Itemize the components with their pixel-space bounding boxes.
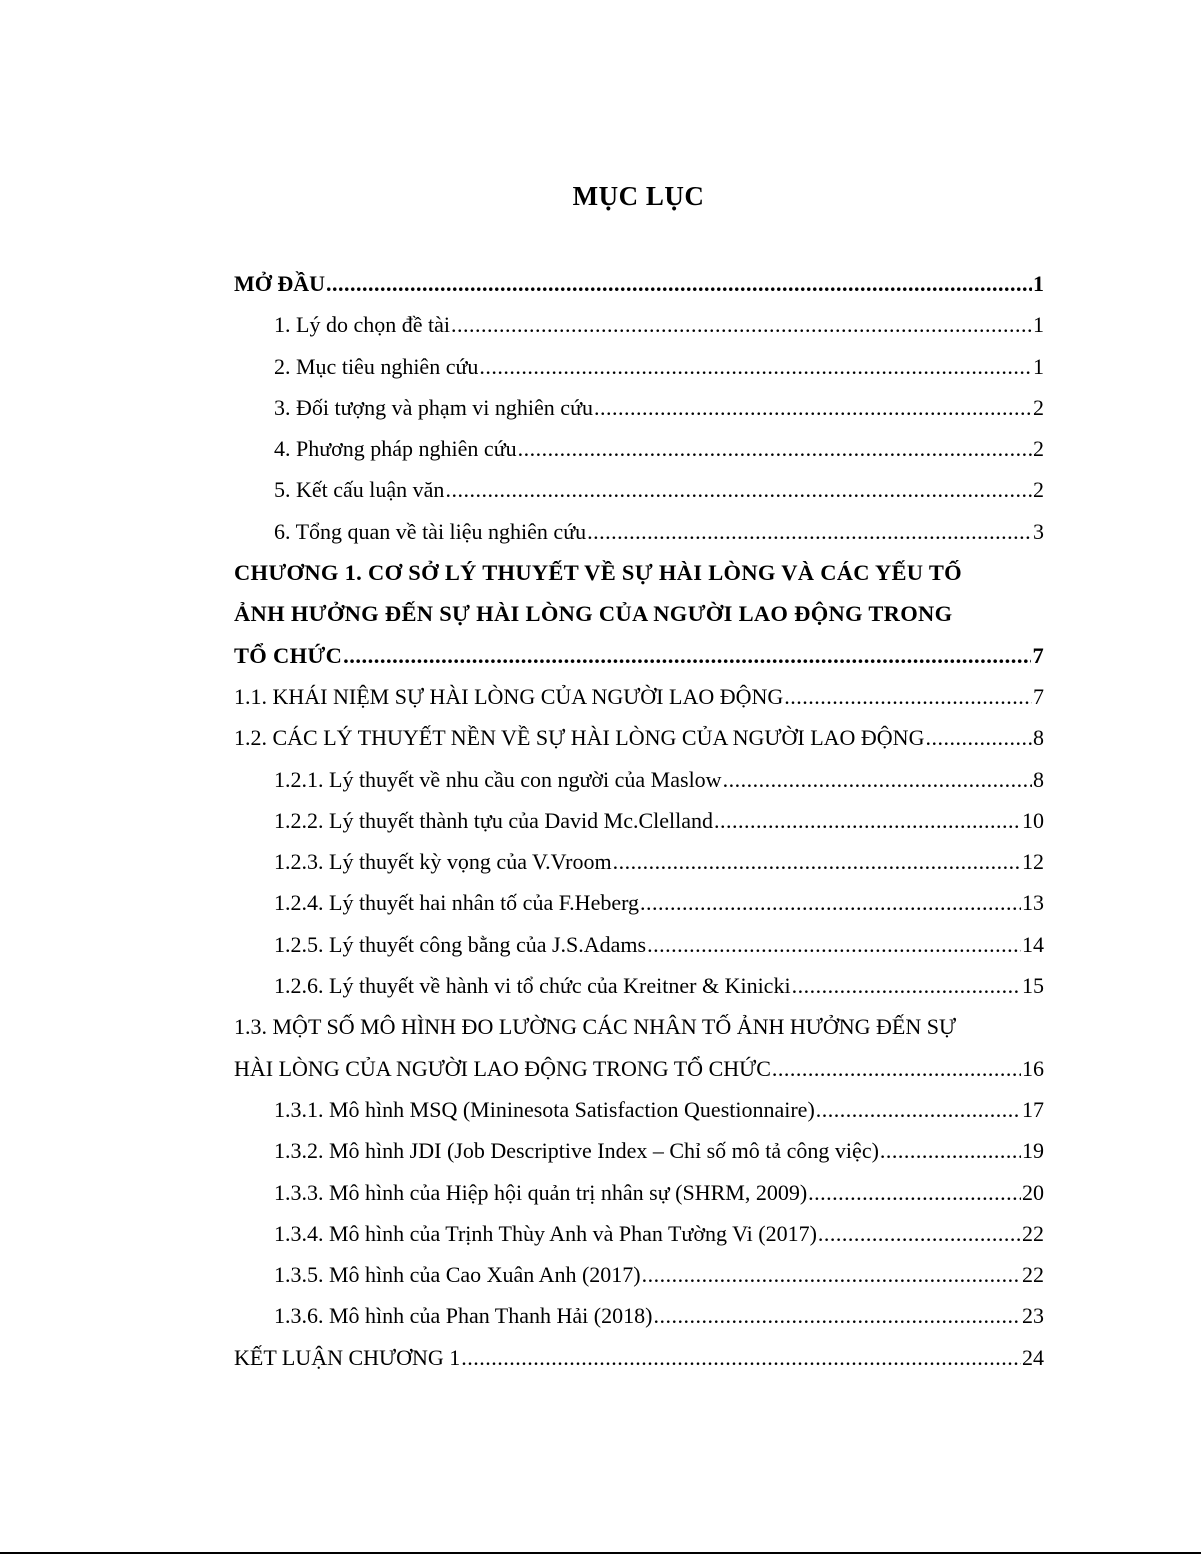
toc-entry [234,593,1044,634]
toc-dot-leader [925,717,1032,758]
toc-entry [234,428,1044,469]
toc-entry [234,635,1044,676]
toc-dot-leader [818,1213,1021,1254]
toc-entry-page-number: 17 [1022,1096,1044,1122]
toc-entry-label: 5. Kết cấu luận văn [274,477,445,503]
toc-entry-page-number: 10 [1022,807,1044,833]
toc-entry-page-number: 13 [1022,890,1044,916]
toc-entry [234,676,1044,717]
toc-entry-label: ẢNH HƯỞNG ĐẾN SỰ HÀI LÒNG CỦA NGƯỜI LAO ĐỘNG TRONG [234,601,953,627]
toc-entry-label: 1.3.3. Mô hình của Hiệp hội quản trị nhân sự (SHRM, 2009) [274,1179,808,1205]
toc-entry [234,882,1044,923]
toc-entry-label: 1.3.1. Mô hình MSQ (Mininesota Satisfaction Questionnaire) [274,1096,815,1122]
toc-dot-leader [880,1130,1021,1171]
toc-dot-leader [772,1048,1021,1089]
toc-entry [234,759,1044,800]
toc-entry-label: 2. Mục tiêu nghiên cứu [274,353,479,379]
toc-entry [234,841,1044,882]
toc-dot-leader [642,1254,1021,1295]
toc-entry-label: 1.2.5. Lý thuyết công bằng của J.S.Adams [274,931,647,957]
toc-entry-page-number: 16 [1022,1055,1044,1081]
toc-dot-leader [326,263,1032,304]
toc-entry [234,1172,1044,1213]
toc-entry-page-number: 1 [1033,271,1044,296]
toc-entry [234,1130,1044,1171]
toc-entry-label: 3. Đối tượng và phạm vi nghiên cứu [274,394,593,420]
toc-entry [234,1213,1044,1254]
toc-entry [234,469,1044,510]
toc-entry-page-number: 3 [1033,518,1044,544]
toc-entry-label: 1.2.3. Lý thuyết kỳ vọng của V.Vroom [274,849,612,875]
toc-entry-page-number: 23 [1022,1303,1044,1329]
toc-dot-leader [518,428,1032,469]
toc-dot-leader [343,635,1031,676]
toc-dot-leader [451,304,1032,345]
toc-entry [234,1254,1044,1295]
toc-entry-page-number: 15 [1022,973,1044,999]
toc-entry [234,511,1044,552]
toc-entry [234,552,1044,593]
toc-entry [234,1048,1044,1089]
toc-entry [234,346,1044,387]
toc-entry-label: 1.2.4. Lý thuyết hai nhân tố của F.Heberg [274,890,640,916]
toc-entry-page-number: 8 [1033,725,1044,751]
toc-entry-page-number: 1 [1033,353,1044,379]
toc-entry [234,1295,1044,1336]
toc-dot-leader [714,800,1021,841]
toc-entry-label: 1.2.6. Lý thuyết về hành vi tổ chức của Kreitner & Kinicki [274,973,791,999]
toc-entry-page-number: 12 [1022,849,1044,875]
toc-dot-leader [647,924,1021,965]
toc-dot-leader [479,346,1032,387]
toc-entry-label: HÀI LÒNG CỦA NGƯỜI LAO ĐỘNG TRONG TỔ CHỨC [234,1055,771,1081]
toc-entry-page-number: 22 [1022,1220,1044,1246]
toc-entry-page-number: 19 [1022,1138,1044,1164]
toc-entry-label: KẾT LUẬN CHƯƠNG 1 [234,1344,461,1370]
toc-entry [234,800,1044,841]
toc-entry-page-number: 24 [1022,1344,1044,1370]
toc-entry-label: 1.2.2. Lý thuyết thành tựu của David Mc.Clelland [274,807,714,833]
toc-entry-page-number: 7 [1032,642,1044,668]
page-title: MỤC LỤC [572,181,705,211]
toc-entry-page-number: 2 [1033,477,1044,503]
toc-entry-page-number: 2 [1033,436,1044,462]
toc-entry-label: 1.1. KHÁI NIỆM SỰ HÀI LÒNG CỦA NGƯỜI LAO ĐỘNG [234,683,784,709]
toc-dot-leader [587,511,1032,552]
toc-entry-label: MỞ ĐẦU [234,271,326,296]
toc-entry [234,965,1044,1006]
toc-dot-leader [653,1295,1021,1336]
toc-entry-label: 1.3.2. Mô hình JDI (Job Descriptive Index – Chỉ số mô tả công việc) [274,1138,879,1164]
toc-entry-label: CHƯƠNG 1. CƠ SỞ LÝ THUYẾT VỀ SỰ HÀI LÒNG VÀ CÁC YẾU TỐ [234,560,962,586]
toc-entry-page-number: 8 [1033,766,1044,792]
toc-dot-leader [792,965,1021,1006]
toc-entry-label: 1.2. CÁC LÝ THUYẾT NỀN VỀ SỰ HÀI LÒNG CỦA NGƯỜI LAO ĐỘNG [234,725,925,751]
toc-entry-label: 1.2.1. Lý thuyết về nhu cầu con người của Maslow [274,766,722,792]
toc-dot-leader [613,841,1021,882]
toc-entry [234,1006,1044,1047]
toc-entry-label: 1.3. MỘT SỐ MÔ HÌNH ĐO LƯỜNG CÁC NHÂN TỐ ẢNH HƯỞNG ĐẾN SỰ [234,1014,957,1040]
toc-entry-label: 6. Tổng quan về tài liệu nghiên cứu [274,518,587,544]
table-of-contents [234,263,1044,1378]
toc-entry-label: TỔ CHỨC [234,642,343,668]
toc-entry [234,263,1044,304]
toc-entry [234,1337,1044,1378]
toc-entry-label: 1.3.4. Mô hình của Trịnh Thùy Anh và Phan Tường Vi (2017) [274,1220,817,1246]
toc-entry-page-number: 20 [1022,1179,1044,1205]
toc-dot-leader [640,882,1021,923]
toc-dot-leader [808,1172,1021,1213]
toc-entry [234,924,1044,965]
toc-dot-leader [784,676,1032,717]
toc-entry-label: 1.3.6. Mô hình của Phan Thanh Hải (2018) [274,1303,653,1329]
toc-entry-label: 1. Lý do chọn đề tài [274,312,450,338]
toc-dot-leader [461,1337,1021,1378]
toc-entry-label: 1.3.5. Mô hình của Cao Xuân Anh (2017) [274,1262,641,1288]
toc-dot-leader [816,1089,1021,1130]
toc-dot-leader [594,387,1032,428]
toc-entry-page-number: 14 [1022,931,1044,957]
toc-entry [234,387,1044,428]
toc-entry-page-number: 22 [1022,1262,1044,1288]
toc-entry [234,304,1044,345]
toc-entry-label: 4. Phương pháp nghiên cứu [274,436,517,462]
toc-dot-leader [445,469,1032,510]
toc-entry-page-number: 1 [1033,312,1044,338]
toc-entry-page-number: 7 [1033,683,1044,709]
toc-entry-page-number: 2 [1033,394,1044,420]
toc-dot-leader [723,759,1032,800]
toc-entry [234,717,1044,758]
toc-entry [234,1089,1044,1130]
